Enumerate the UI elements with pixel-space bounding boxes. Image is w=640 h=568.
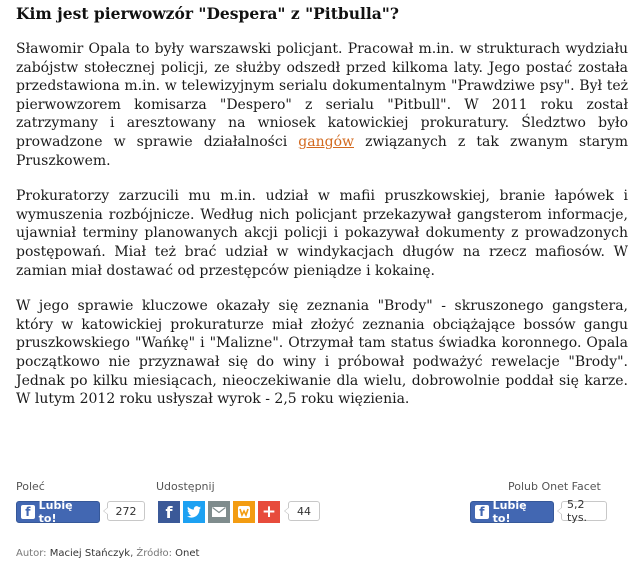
page-like-count — [561, 498, 607, 524]
paragraph-1-text-b: związanych z tak zwanym starym Pruszkowem. — [16, 133, 628, 169]
author-name: Maciej Stańczyk — [49, 548, 131, 559]
envelope-icon — [212, 507, 226, 517]
facebook-icon: f — [21, 505, 35, 519]
article-title: Kim jest pierwowzór "Despera" z "Pitbulla"? — [16, 4, 399, 23]
share-count — [288, 501, 320, 521]
share-bar — [16, 480, 626, 530]
fb-page-like-label: Lubię to! — [492, 499, 527, 525]
gangs-link[interactable]: gangów — [298, 133, 354, 150]
source-label: Źródło: — [136, 548, 172, 559]
page-like-count-value: 5,2 tys. — [567, 498, 588, 524]
facebook-share-icon[interactable]: f — [158, 501, 180, 523]
recommend-label: Poleć — [16, 480, 45, 493]
paragraph-1 — [16, 40, 628, 170]
footer-separator: , — [130, 548, 137, 559]
paragraph-1-text-a: Sławomir Opala to były warszawski policjant. Pracował m.in. w strukturach wydziału zabójstw stołecznej policji, ze służby odszedł przed kilkoma laty. Jego postać została przedstawiona m.in. w telewizyjnym serialu dokumentalnym "Prawdziwe psy". Był też pierwowzorem komisarza "Despero" z serialu "Pitbull". W 2011 roku został zatrzymany i aresztowany na wniosek katowickiej prokuratury. Śledztwo było prowadzone w sprawie działalności — [16, 41, 628, 150]
more-share-icon[interactable]: + — [258, 501, 280, 523]
fb-page-like-button[interactable] — [470, 501, 554, 523]
share-count-value: 44 — [297, 504, 311, 518]
wykop-icon — [237, 505, 251, 519]
author-label: Autor: — [16, 548, 47, 559]
paragraph-2: Prokuratorzy zarzucili mu m.in. udział w mafii pruszkowskiej, branie łapówek i wymuszenia rozbójnicze. Według nich policjant przekazywał gangsterom informacje, ujawniał terminy planowanych akcji policji i pokazywał dokumenty z prowadzonych postępowań. Miał też brać udział w windykacjach długów na rzecz mafiosów. W zamian miał dostawać od przestępców pieniądze i kokainę. — [16, 188, 628, 279]
fb-like-button[interactable] — [16, 501, 100, 523]
wykop-share-icon[interactable] — [233, 501, 255, 523]
source-name: Onet — [175, 548, 200, 559]
like-count-value: 272 — [115, 504, 137, 518]
paragraph-3: W jego sprawie kluczowe okazały się zeznania "Brody" - skruszonego gangstera, który w katowickiej prokuraturze miał złożyć zeznania obciążające bossów gangu pruszkowskiego "Wańkę" i "Malizne". Otrzymał tam status świadka koronnego. Opala początkowo nie przyznawał się do winy i próbował podważyć rewelacje "Brody". Jednak po kilku miesiącach, nieoczekiwanie dla wielu, dobrowolnie poddał się karze. W lutym 2012 roku usłyszał wyrok - 2,5 roku więzienia. — [16, 298, 628, 408]
twitter-share-icon[interactable] — [183, 501, 205, 523]
like-page-label: Polub Onet Facet — [508, 480, 601, 493]
like-count — [107, 501, 145, 521]
email-share-icon[interactable] — [208, 501, 230, 523]
article-footer — [16, 548, 199, 559]
facebook-page-icon: f — [475, 505, 489, 519]
share-label: Udostępnij — [156, 480, 215, 493]
fb-like-label: Lubię to! — [38, 499, 73, 525]
twitter-bird-icon — [187, 506, 201, 518]
article-body — [16, 40, 628, 426]
